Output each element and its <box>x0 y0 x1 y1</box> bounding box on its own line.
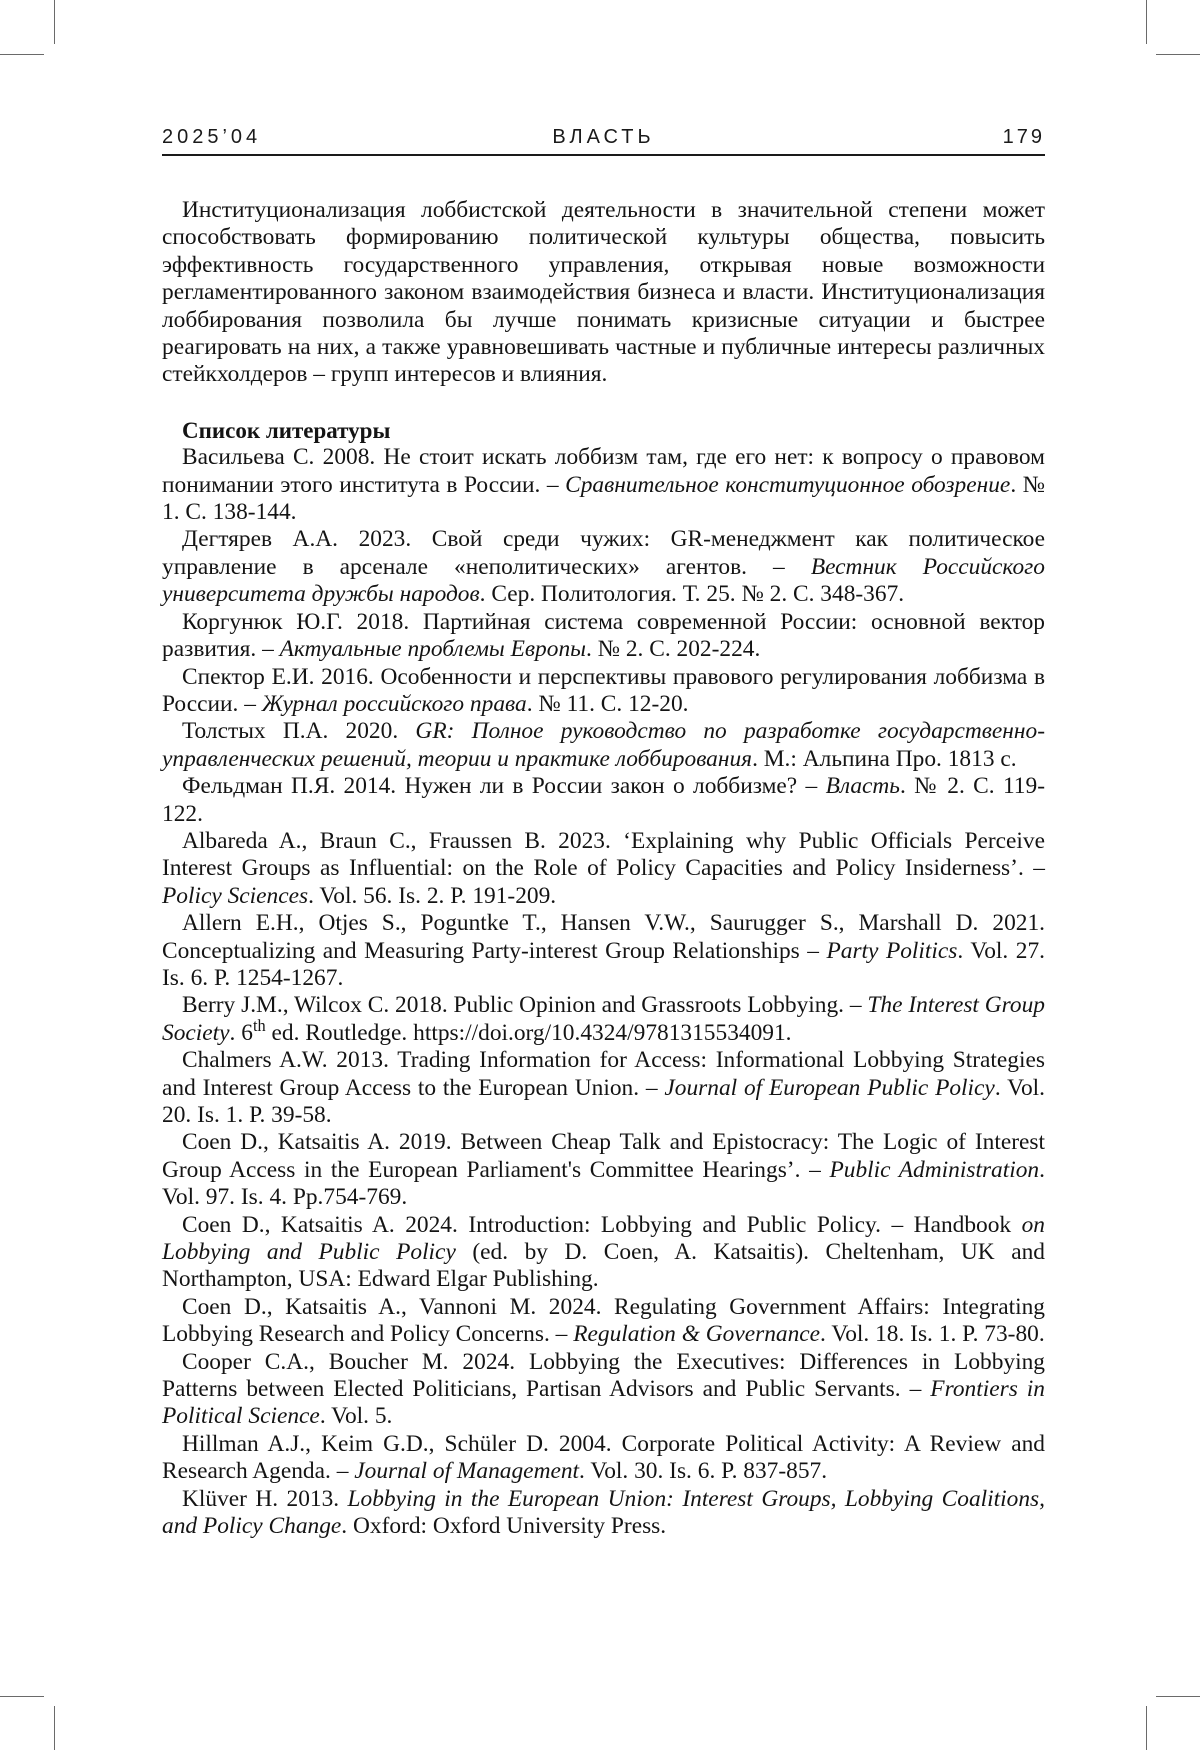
reference-item: Coen D., Katsaitis A., Vannoni M. 2024. Regulating Government Affairs: Integrating Lobbying Research and Policy Concerns. – Regulation & Governance. Vol. 18. Is. 1. P. 73-80. <box>162 1293 1045 1348</box>
reference-item: Коргунюк Ю.Г. 2018. Партийная система современной России: основной вектор развития. – Актуальные проблемы Европы. № 2. С. 202-224. <box>162 608 1045 663</box>
reference-item: Дегтярев А.А. 2023. Свой среди чужих: GR-менеджмент как политическое управление в арсенале «неполитических» агентов. – Вестник Российского университета дружбы народов. Сер. Политология. Т. 25. № 2. С. 348-367. <box>162 526 1045 608</box>
reference-item: Chalmers A.W. 2013. Trading Information for Access: Informational Lobbying Strategies and Interest Group Access to the European Union. – Journal of European Public Policy. Vol. 20. Is. 1. P. 39-58. <box>162 1047 1045 1128</box>
crop-mark <box>0 54 44 55</box>
reference-item: Berry J.M., Wilcox C. 2018. Public Opinion and Grassroots Lobbying. – The Interest Group Society. 6th ed. Routledge. https://doi.org/10.4324/9781315534091. <box>162 992 1045 1046</box>
crop-mark <box>1156 54 1200 55</box>
reference-item: Hillman A.J., Keim G.D., Schüler D. 2004. Corporate Political Activity: A Review and Research Agenda. – Journal of Management. Vol. 30. Is. 6. P. 837-857. <box>162 1430 1045 1485</box>
crop-mark <box>54 0 55 44</box>
references-heading: Список литературы <box>182 417 391 443</box>
issue-number: 2025’04 <box>162 126 262 148</box>
reference-item: Albareda A., Braun C., Fraussen B. 2023. ‘Explaining why Public Officials Perceive Interest Groups as Influential: on the Role of Policy Capacities and Policy Insiderness’. – Policy Sciences. Vol. 56. Is. 2. P. 191-209. <box>162 827 1045 909</box>
page-content <box>162 197 1045 1541</box>
reference-item: Coen D., Katsaitis A. 2024. Introduction: Lobbying and Public Policy. – Handbook on Lobbying and Public Policy (ed. by D. Coen, A. Katsaitis). Cheltenham, UK and Northampton, USA: Edward Elgar Publishing. <box>162 1211 1045 1293</box>
reference-item: Cooper C.A., Boucher M. 2024. Lobbying the Executives: Differences in Lobbying Patterns between Elected Politicians, Partisan Advisors and Public Servants. – Frontiers in Political Science. Vol. 5. <box>162 1348 1045 1430</box>
journal-title: ВЛАСТЬ <box>552 126 655 148</box>
crop-mark <box>54 1706 55 1750</box>
crop-mark <box>1146 1706 1147 1750</box>
crop-mark <box>1156 1696 1200 1697</box>
body-paragraph: Институционализация лоббистской деятельности в значительной степени может способствовать формированию политической культуры общества, повысить эффективность государственного управления, открывая новые возможности регламентированного законом взаимодействия бизнеса и власти. Институционализация лоббирования позволила бы лучше понимать кризисные ситуации и быстрее реагировать на них, а также уравновешивать частные и публичные интересы различных стейкхолдеров – групп интересов и влияния. <box>162 197 1045 388</box>
reference-item: Klüver H. 2013. Lobbying in the European Union: Interest Groups, Lobbying Coalitions, and Policy Change. Oxford: Oxford University Press. <box>162 1485 1045 1540</box>
running-header <box>162 124 1045 156</box>
page-number: 179 <box>1002 126 1045 148</box>
reference-item: Фельдман П.Я. 2014. Нужен ли в России закон о лоббизме? – Власть. № 2. С. 119-122. <box>162 773 1045 827</box>
references-list <box>162 444 1045 1540</box>
reference-item: Coen D., Katsaitis A. 2019. Between Cheap Talk and Epistocracy: The Logic of Interest Group Access in the European Parliament's Committee Hearings’. – Public Administration. Vol. 97. Is. 4. Pp.754-769. <box>162 1129 1045 1211</box>
reference-item: Васильева С. 2008. Не стоит искать лоббизм там, где его нет: к вопросу о правовом понимании этого института в России. – Сравнительное конституционное обозрение. № 1. С. 138-144. <box>162 444 1046 526</box>
reference-item: Allern E.H., Otjes S., Poguntke T., Hansen V.W., Saurugger S., Marshall D. 2021. Conceptualizing and Measuring Party-interest Group Relationships – Party Politics. Vol. 27. Is. 6. P. 1254-1267. <box>162 910 1045 991</box>
reference-item: Толстых П.А. 2020. GR: Полное руководство по разработке государственно-управленческих решений, теории и практике лоббирования. М.: Альпина Про. 1813 с. <box>162 718 1045 772</box>
crop-mark <box>0 1696 44 1697</box>
reference-item: Спектор Е.И. 2016. Особенности и перспективы правового регулирования лоббизма в России. – Журнал российского права. № 11. С. 12-20. <box>162 663 1045 717</box>
crop-mark <box>1146 0 1147 44</box>
